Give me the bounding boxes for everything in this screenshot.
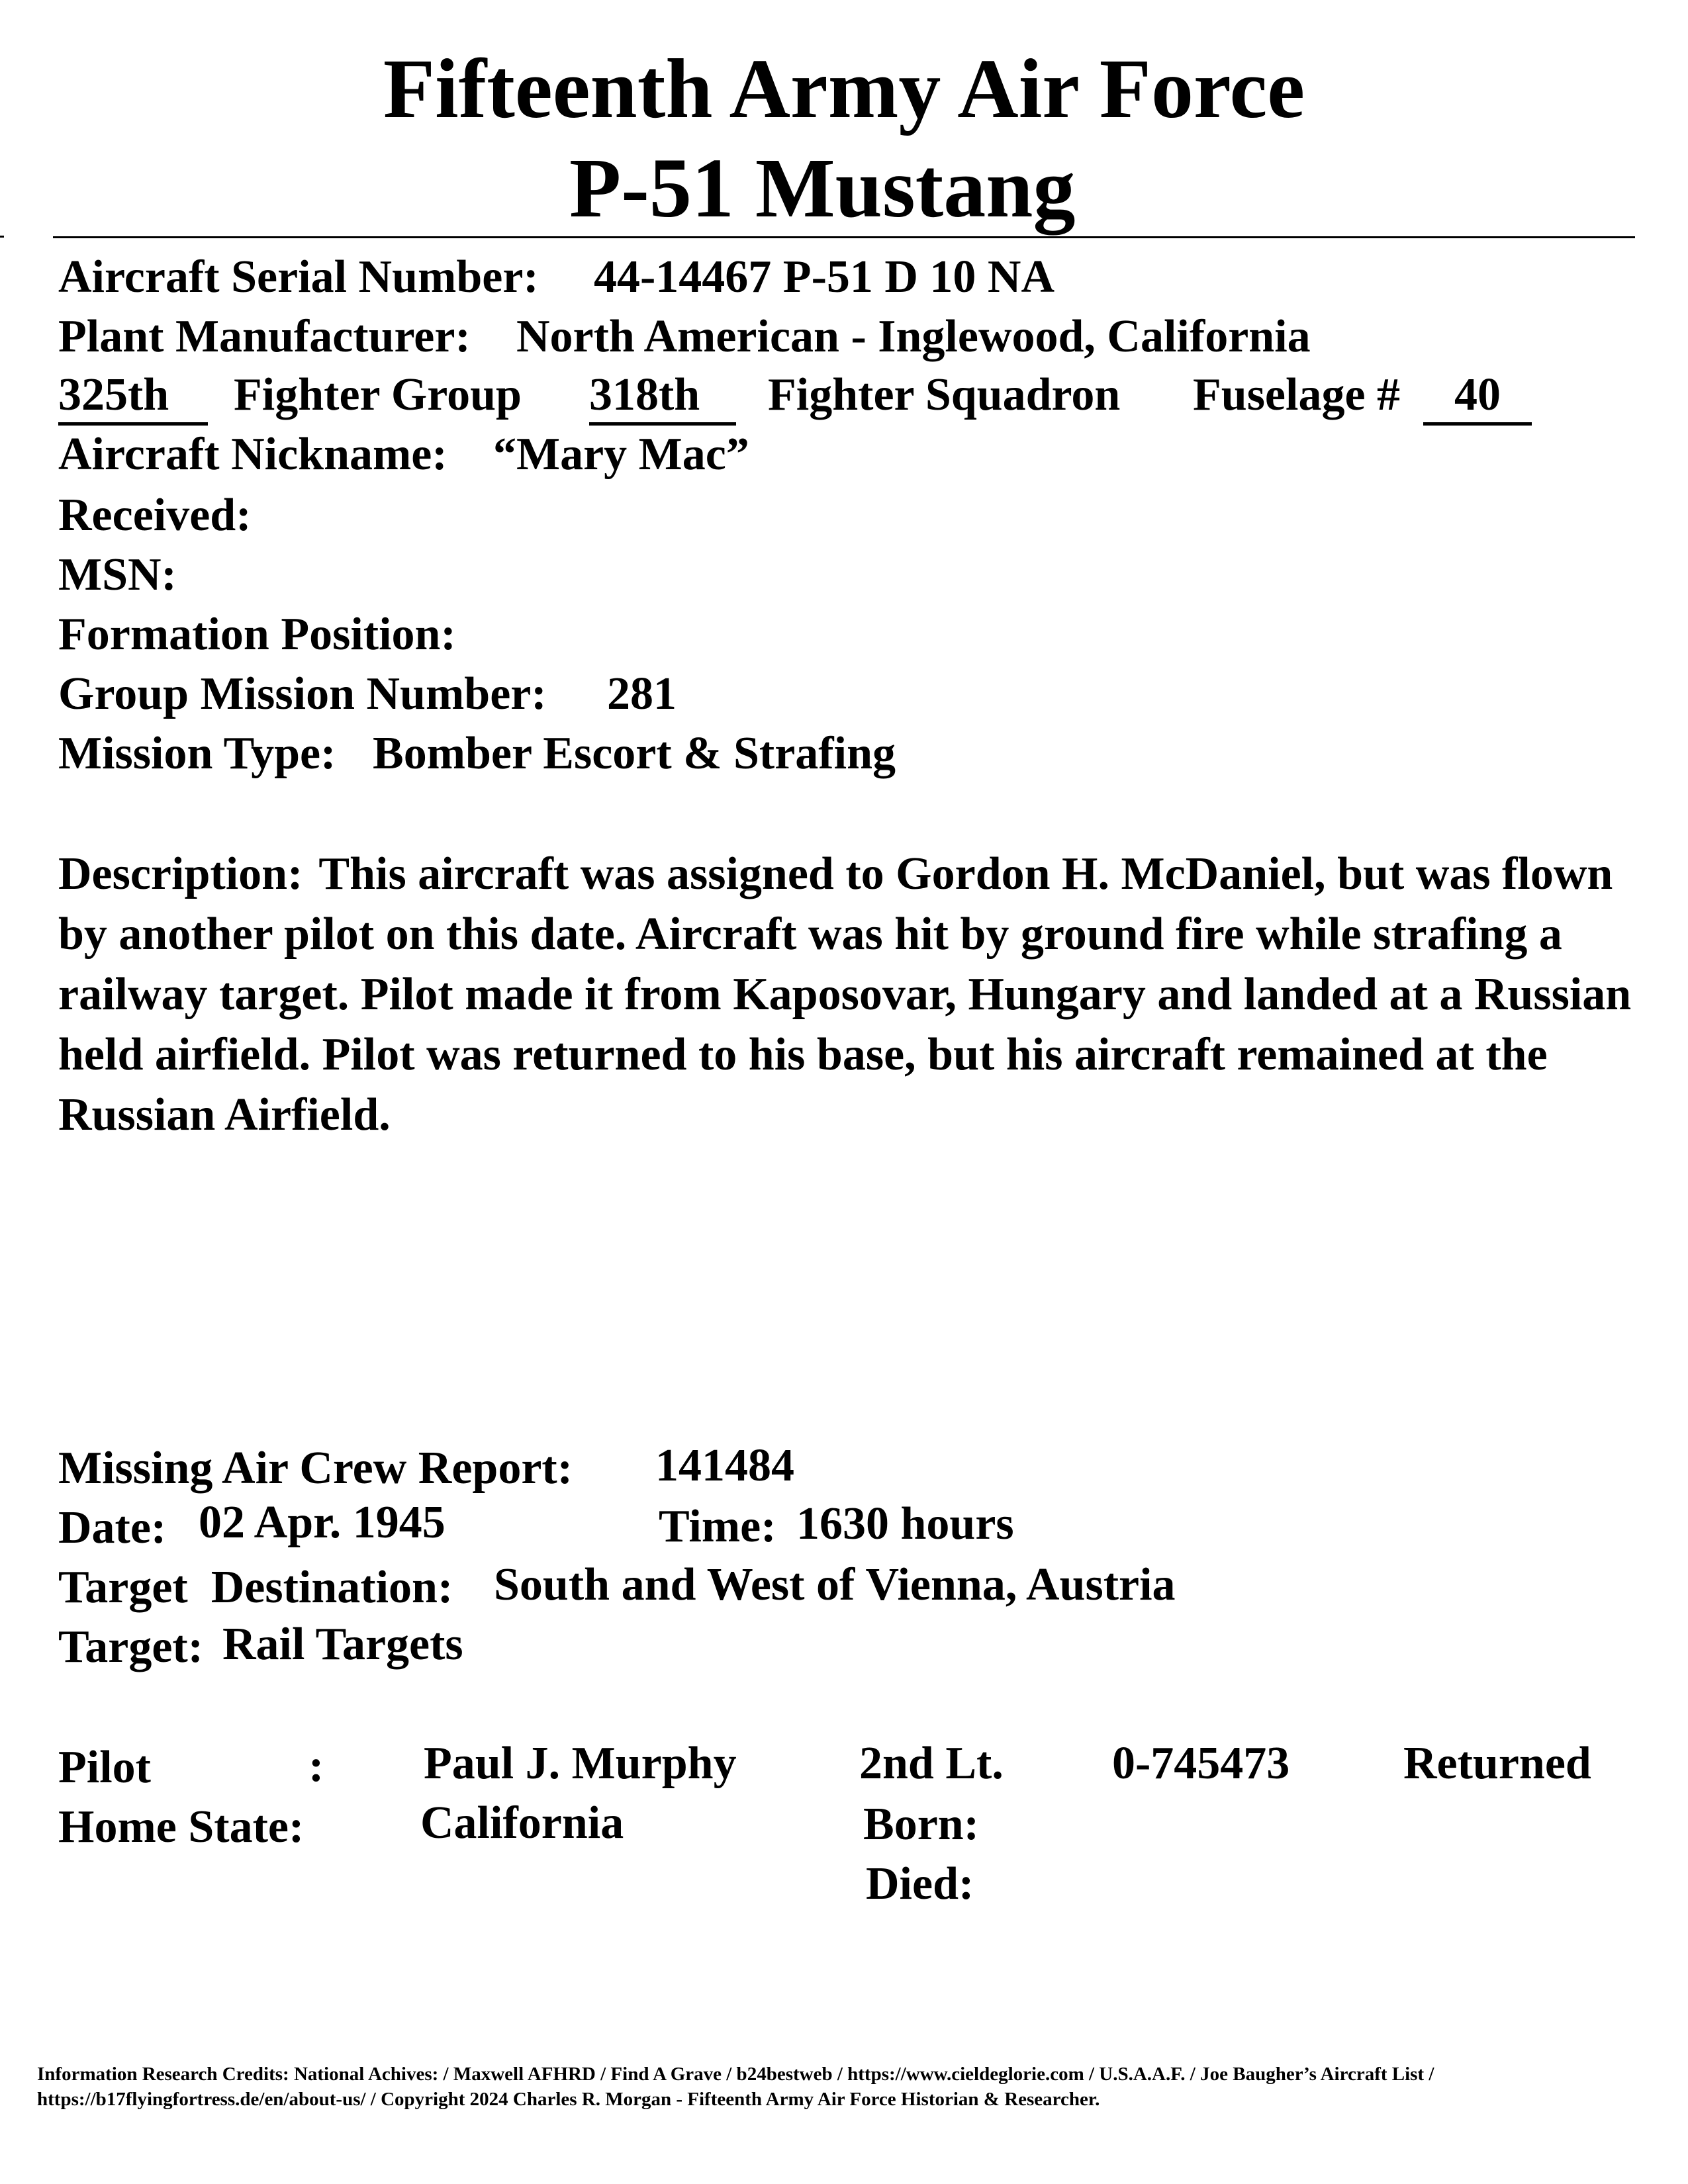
description-text: This aircraft was assigned to Gordon H. McDaniel, but was flown by another pilot on this date. Aircraft was hit by ground fire while strafing a railway target. Pilot made it from Kaposovar, Hungary and landed at a Russian held airfield. Pilot was returned to his base, but his aircraft remained at the Russian Airfield.	[58, 848, 1632, 1140]
time-label: Time:	[659, 1501, 776, 1552]
pilot-serial: 0-745473	[1112, 1738, 1290, 1789]
macr-label: Missing Air Crew Report:	[58, 1443, 573, 1494]
pilot-rank: 2nd Lt.	[859, 1738, 1004, 1789]
formation-position-label: Formation Position:	[58, 609, 456, 660]
group-mission-value: 281	[607, 668, 677, 719]
date-value: 02 Apr. 1945	[199, 1497, 445, 1548]
research-credits: Information Research Credits: National Achives: / Maxwell AFHRD / Find A Grave / b24bestweb / https://www.cieldeglorie.com / U.S.A.A.F. / Joe Baugher’s Aircraft List / https://b17flyingfortress.de/en/about-us/ / Copyright 2024 Charles R. Morgan - Fifteenth Army Air Force Historian & Researcher.	[37, 2064, 1434, 2110]
fighter-group-label: Fighter Group	[234, 369, 522, 420]
manufacturer-value: North American - Inglewood, California	[516, 311, 1311, 362]
target-destination-value: South and West of Vienna, Austria	[494, 1559, 1176, 1610]
fighter-group-value: 325th	[58, 372, 208, 426]
margin-mark	[0, 236, 4, 238]
mission-type-value: Bomber Escort & Strafing	[373, 728, 896, 779]
fighter-squadron-label: Fighter Squadron	[768, 369, 1121, 420]
time-value: 1630 hours	[796, 1498, 1014, 1549]
fuselage-label: Fuselage #	[1193, 369, 1401, 420]
died-label: Died:	[866, 1858, 974, 1909]
nickname-value: “Mary Mac”	[493, 429, 749, 480]
description-label: Description:	[58, 848, 303, 899]
home-state-value: California	[420, 1797, 624, 1848]
fighter-squadron-value: 318th	[589, 372, 736, 426]
msn-label: MSN:	[58, 549, 177, 600]
target-value: Rail Targets	[222, 1619, 463, 1670]
target-destination-label: Target Destination:	[58, 1562, 453, 1613]
header-divider	[53, 236, 1635, 238]
date-label: Date:	[58, 1502, 167, 1553]
manufacturer-label: Plant Manufacturer:	[58, 311, 471, 362]
born-label: Born:	[863, 1799, 979, 1850]
serial-number-label: Aircraft Serial Number:	[58, 251, 539, 302]
page-title: Fifteenth Army Air Force	[383, 42, 1305, 136]
received-label: Received:	[58, 490, 252, 541]
description-block	[58, 844, 1634, 1145]
mission-type-label: Mission Type:	[58, 728, 336, 779]
crew-role-colon: :	[308, 1741, 324, 1792]
home-state-label: Home State:	[58, 1801, 305, 1852]
crew-role: Pilot	[58, 1742, 151, 1793]
page-subtitle: P-51 Mustang	[569, 141, 1076, 235]
macr-value: 141484	[655, 1440, 794, 1491]
group-mission-label: Group Mission Number:	[58, 668, 547, 719]
pilot-name: Paul J. Murphy	[424, 1738, 737, 1789]
serial-number-value: 44-14467 P-51 D 10 NA	[594, 251, 1055, 302]
nickname-label: Aircraft Nickname:	[58, 429, 447, 480]
target-label: Target:	[58, 1621, 204, 1672]
fuselage-value: 40	[1423, 372, 1532, 426]
pilot-status: Returned	[1403, 1738, 1591, 1789]
